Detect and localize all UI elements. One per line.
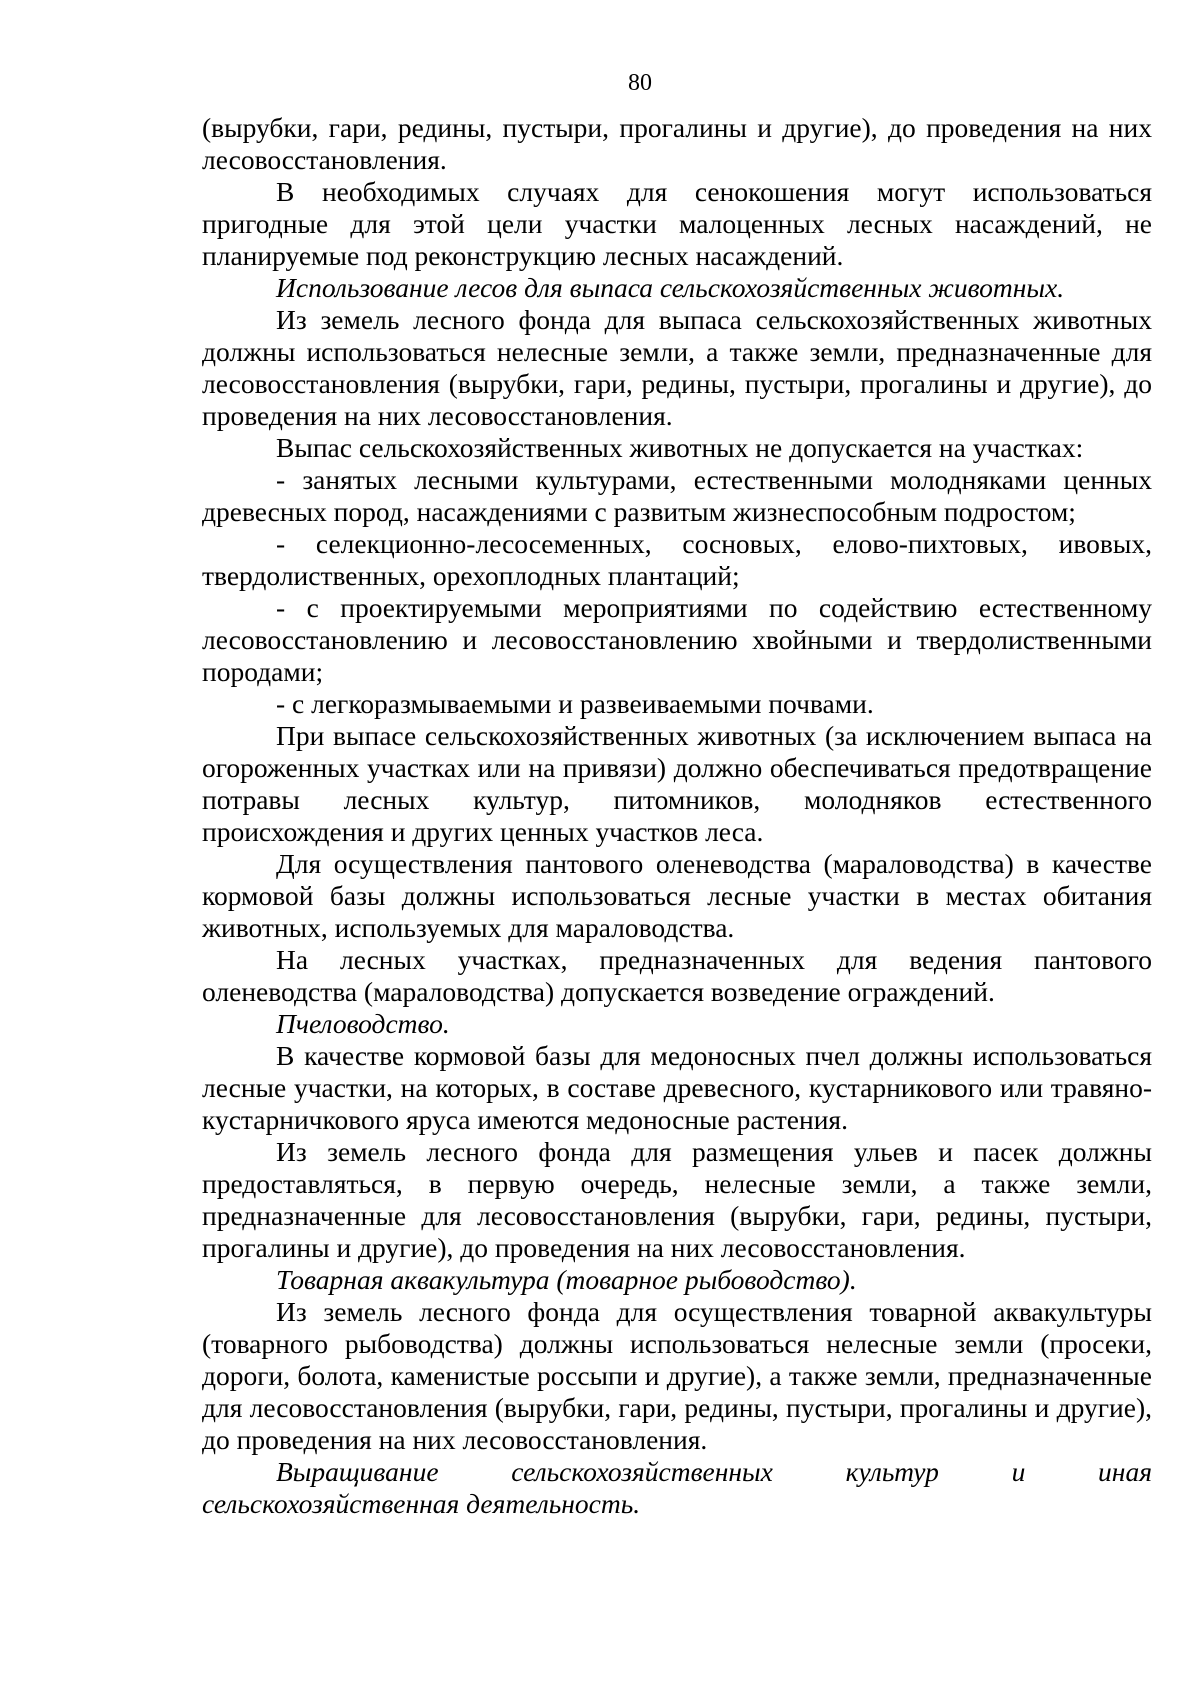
paragraph-aquaculture-lands: Из земель лесного фонда для осуществления товарной аквакультуры (товарного рыбоводства) должны использоваться нелесные земли (просеки, дороги, болота, каменистые россыпи и другие), а также земли, предназначенные для лесовосстановления (вырубки, гари, редины, пустыри, прогалины и другие), до проведения на них лесовосстановления.	[202, 1296, 1152, 1455]
document-body	[202, 112, 1152, 1520]
list-item-reforestation-measures: - с проектируемыми мероприятиями по содействию естественному лесовосстановлению и лесовосстановлению хвойными и твердолиственными породами;	[202, 592, 1152, 687]
list-item-plantations: - селекционно-лесосеменных, сосновых, елово-пихтовых, ивовых, твердолиственных, орехоплодных плантаций;	[202, 528, 1152, 591]
list-item-erodible-soils: - с легкоразмываемыми и развеиваемыми почвами.	[276, 688, 874, 719]
section-heading-aquaculture: Товарная аквакультура (товарное рыбоводство).	[276, 1264, 857, 1295]
paragraph-grazing-lands: Из земель лесного фонда для выпаса сельскохозяйственных животных должны использоваться нелесные земли, а также земли, предназначенные для лесовосстановления (вырубки, гари, редины, пустыри, прогалины и другие), до проведения на них лесовосстановления.	[202, 304, 1152, 431]
paragraph-continuation: (вырубки, гари, редины, пустыри, прогалины и другие), до проведения на них лесовосстановления.	[202, 112, 1152, 175]
paragraph-apiary-lands: Из земель лесного фонда для размещения ульев и пасек должны предоставляться, в первую очередь, нелесные земли, а также земли, предназначенные для лесовосстановления (вырубки, гари, редины, пустыри, прогалины и другие), до проведения на них лесовосстановления.	[202, 1136, 1152, 1263]
paragraph-deer-fencing: На лесных участках, предназначенных для ведения пантового оленеводства (мараловодства) допускается возведение ограждений.	[202, 944, 1152, 1007]
section-heading-agriculture: Выращивание сельскохозяйственных культур и иная сельскохозяйственная деятельность.	[202, 1456, 1152, 1519]
section-heading-beekeeping: Пчеловодство.	[276, 1008, 450, 1039]
page-number: 80	[628, 70, 652, 96]
list-item-forest-crops: - занятых лесными культурами, естественными молодняками ценных древесных пород, насаждениями с развитым жизнеспособным подростом;	[202, 464, 1152, 527]
paragraph-deer-farming: Для осуществления пантового оленеводства (мараловодства) в качестве кормовой базы должны использоваться лесные участки в местах обитания животных, используемых для мараловодства.	[202, 848, 1152, 943]
section-heading-grazing: Использование лесов для выпаса сельскохозяйственных животных.	[276, 272, 1065, 303]
paragraph-haymaking: В необходимых случаях для сенокошения могут использоваться пригодные для этой цели участки малоценных лесных насаждений, не планируемые под реконструкцию лесных насаждений.	[202, 176, 1152, 271]
paragraph-grazing-protection: При выпасе сельскохозяйственных животных (за исключением выпаса на огороженных участках или на привязи) должно обеспечиваться предотвращение потравы лесных культур, питомников, молодняков естественного происхождения и других ценных участков леса.	[202, 720, 1152, 847]
paragraph-bee-forage: В качестве кормовой базы для медоносных пчел должны использоваться лесные участки, на которых, в составе древесного, кустарникового или травяно-кустарничкового яруса имеются медоносные растения.	[202, 1040, 1152, 1135]
paragraph-grazing-prohibited: Выпас сельскохозяйственных животных не допускается на участках:	[276, 432, 1084, 463]
